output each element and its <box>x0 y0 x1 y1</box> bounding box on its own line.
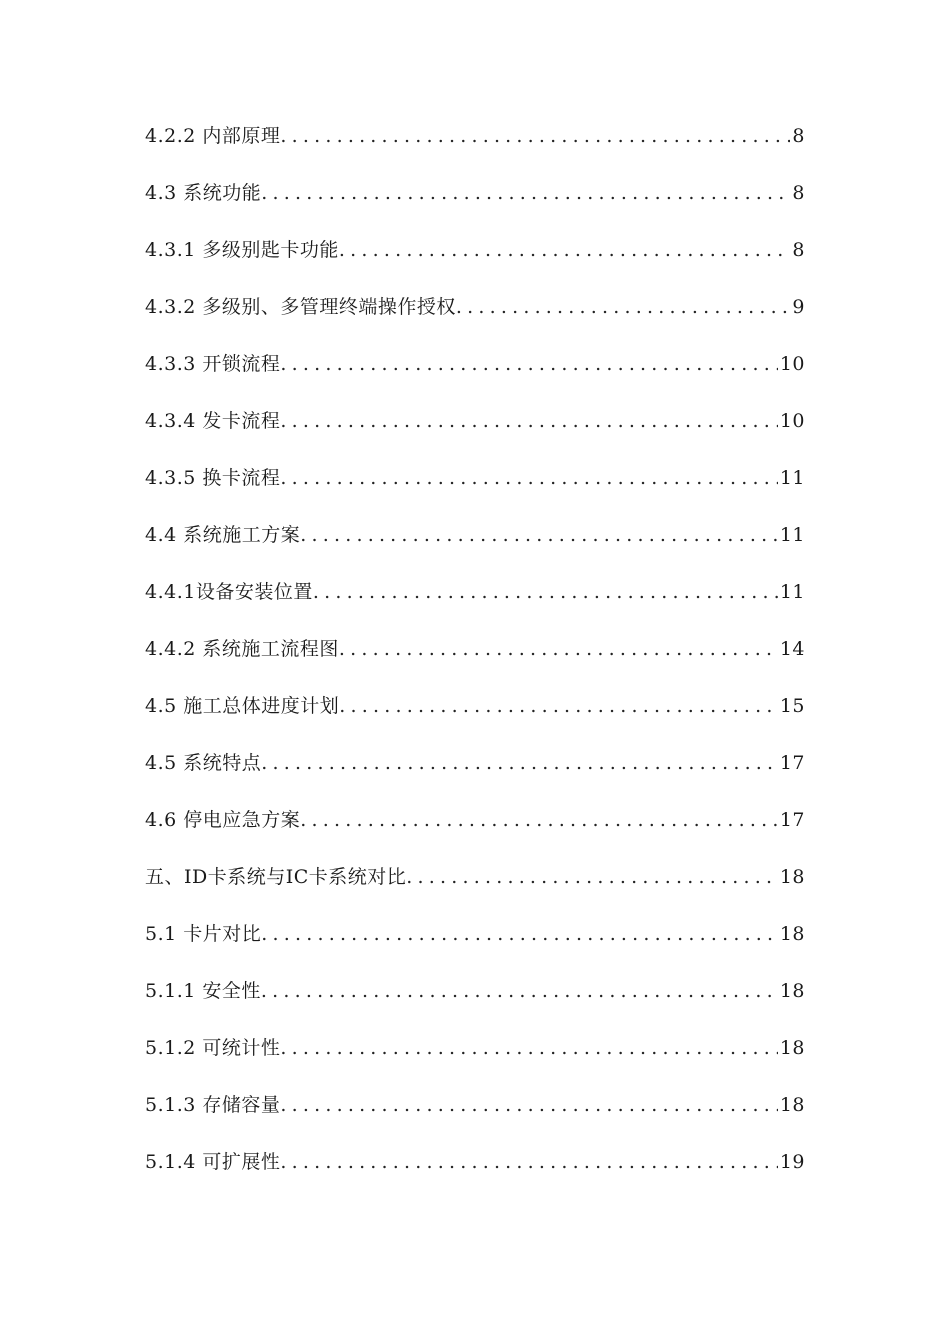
toc-dot-leader <box>280 402 777 440</box>
toc-entry[interactable] <box>145 1143 805 1200</box>
toc-entry-page: 14 <box>779 638 805 660</box>
toc-entry-page: 8 <box>792 182 805 204</box>
toc-dot-leader <box>280 117 790 155</box>
toc-entry[interactable] <box>145 1086 805 1143</box>
toc-entry[interactable] <box>145 630 805 687</box>
toc-entry-page: 18 <box>779 1094 805 1116</box>
toc-dot-leader <box>261 972 778 1010</box>
toc-entry[interactable] <box>145 516 805 573</box>
toc-entry[interactable] <box>145 801 805 858</box>
toc-dot-leader <box>280 1029 777 1067</box>
toc-entry-title: 5.1.3 存储容量 <box>145 1094 281 1116</box>
toc-entry[interactable] <box>145 972 805 1029</box>
toc-dot-leader <box>406 858 778 896</box>
toc-entry-title: 4.2.2 内部原理 <box>145 125 281 147</box>
toc-entry-page: 10 <box>779 353 805 375</box>
toc-dot-leader <box>280 345 777 383</box>
toc-entry-page: 11 <box>779 467 805 489</box>
toc-entry-page: 18 <box>779 980 805 1002</box>
toc-entry-page: 8 <box>792 125 805 147</box>
toc-entry[interactable] <box>145 858 805 915</box>
toc-entry-page: 19 <box>779 1151 805 1173</box>
toc-entry-page: 10 <box>779 410 805 432</box>
toc-dot-leader <box>456 288 791 326</box>
toc-entry-title: 4.6 停电应急方案 <box>145 809 301 831</box>
toc-entry-page: 15 <box>779 695 805 717</box>
toc-entry-page: 18 <box>779 866 805 888</box>
toc-entry[interactable] <box>145 573 805 630</box>
toc-entry[interactable] <box>145 459 805 516</box>
toc-dot-leader <box>280 459 777 497</box>
toc-entry[interactable] <box>145 687 805 744</box>
toc-entry-title: 4.3.2 多级别、多管理终端操作授权 <box>145 296 456 318</box>
toc-entry-title: 4.4.2 系统施工流程图 <box>145 638 339 660</box>
toc-entry[interactable] <box>145 288 805 345</box>
toc-entry-title: 4.5 施工总体进度计划 <box>145 695 340 717</box>
toc-entry-page: 11 <box>779 581 805 603</box>
toc-entry[interactable] <box>145 117 805 174</box>
toc-entry[interactable] <box>145 744 805 801</box>
toc-entry-title: 4.3.1 多级别匙卡功能 <box>145 239 339 261</box>
toc-entry-page: 9 <box>792 296 805 318</box>
table-of-contents <box>145 117 805 1200</box>
toc-dot-leader <box>300 516 778 554</box>
toc-entry[interactable] <box>145 231 805 288</box>
toc-entry-title: 4.3.4 发卡流程 <box>145 410 281 432</box>
toc-entry-page: 8 <box>792 239 805 261</box>
toc-entry[interactable] <box>145 402 805 459</box>
toc-entry-title: 5.1.2 可统计性 <box>145 1037 281 1059</box>
toc-dot-leader <box>339 630 778 668</box>
toc-entry-title: 4.4.1设备安装位置 <box>145 581 313 603</box>
toc-entry[interactable] <box>145 1029 805 1086</box>
toc-dot-leader <box>339 687 778 725</box>
toc-entry-page: 17 <box>779 752 805 774</box>
toc-entry-title: 4.4 系统施工方案 <box>145 524 301 546</box>
toc-entry-title: 5.1.1 安全性 <box>145 980 261 1002</box>
toc-entry-page: 11 <box>779 524 805 546</box>
toc-dot-leader <box>339 231 791 269</box>
toc-entry[interactable] <box>145 174 805 231</box>
toc-entry-title: 5.1.4 可扩展性 <box>145 1151 281 1173</box>
toc-entry-title: 4.5 系统特点 <box>145 752 262 774</box>
toc-entry-title: 4.3.5 换卡流程 <box>145 467 281 489</box>
toc-dot-leader <box>261 744 778 782</box>
toc-entry[interactable] <box>145 345 805 402</box>
toc-entry-title: 4.3.3 开锁流程 <box>145 353 281 375</box>
toc-dot-leader <box>280 1143 777 1181</box>
toc-entry-title: 4.3 系统功能 <box>145 182 262 204</box>
toc-dot-leader <box>261 915 778 953</box>
toc-entry-page: 17 <box>779 809 805 831</box>
toc-entry-title: 5.1 卡片对比 <box>145 923 262 945</box>
toc-dot-leader <box>300 801 778 839</box>
toc-entry[interactable] <box>145 915 805 972</box>
toc-dot-leader <box>280 1086 777 1124</box>
toc-entry-page: 18 <box>779 923 805 945</box>
toc-entry-title: 五、ID卡系统与IC卡系统对比 <box>145 866 407 888</box>
toc-dot-leader <box>261 174 790 212</box>
toc-entry-page: 18 <box>779 1037 805 1059</box>
toc-dot-leader <box>313 573 778 611</box>
